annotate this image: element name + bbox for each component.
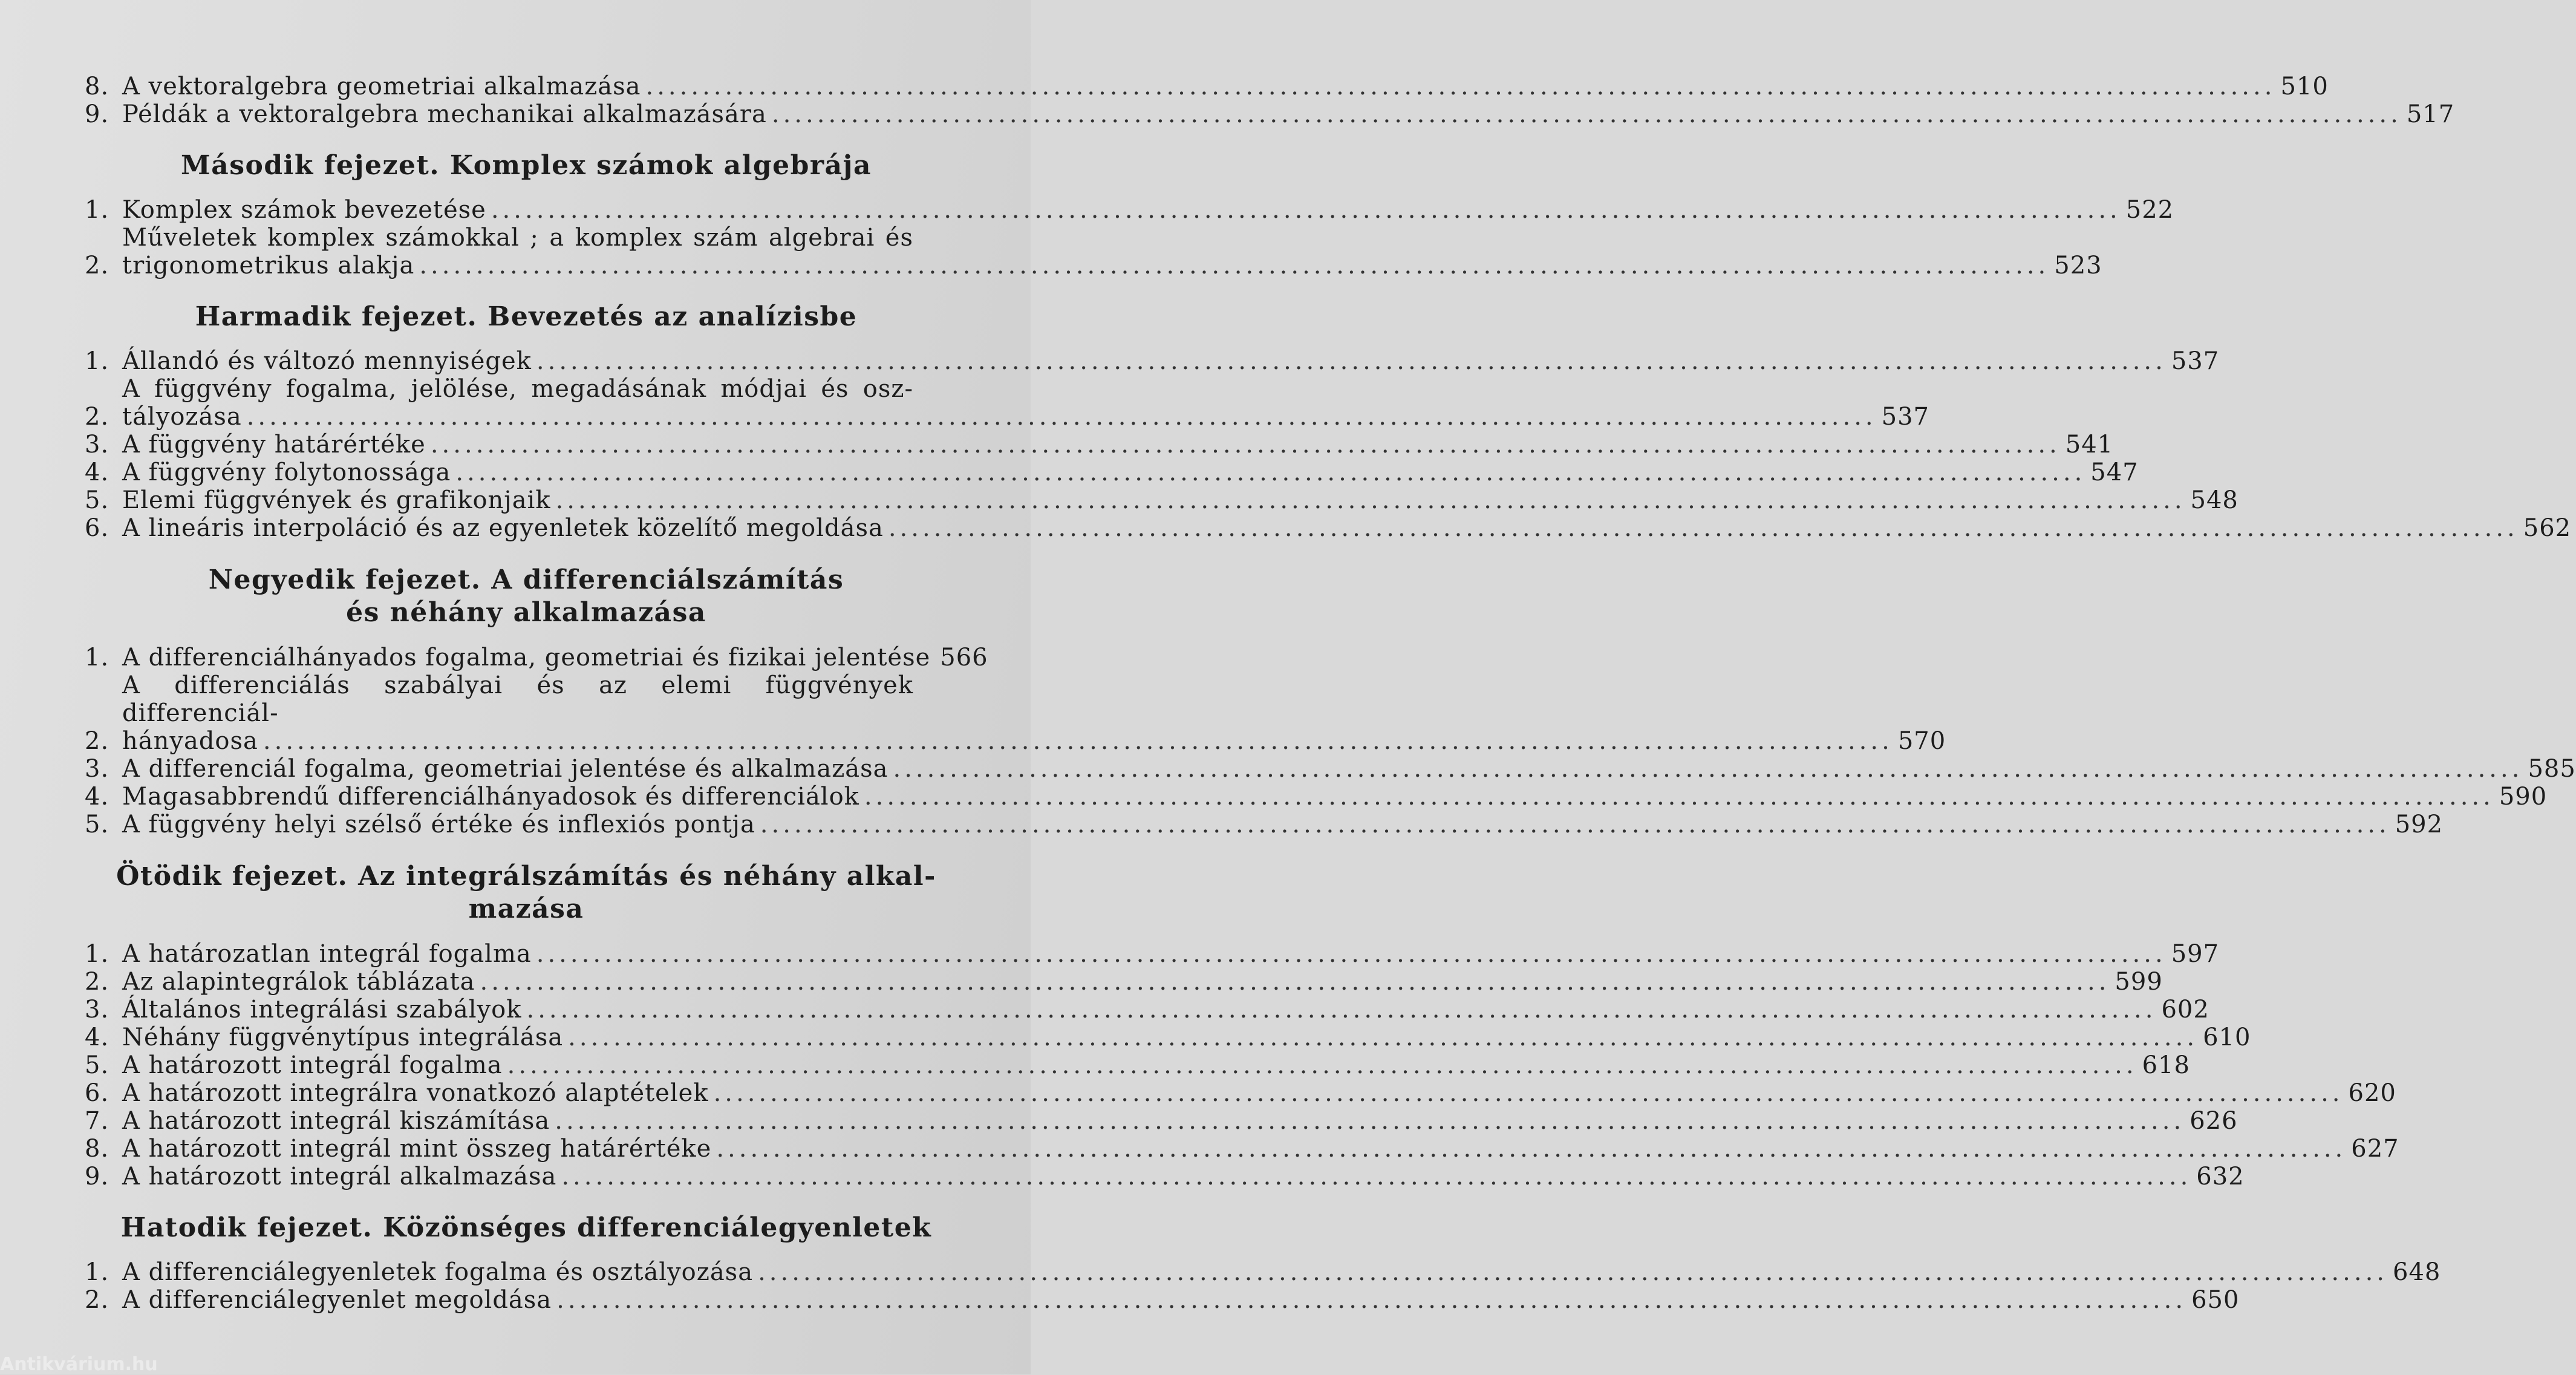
entry-title: A differenciálás szabályai és az elemi függvények differenciál-	[122, 671, 913, 727]
dot-leader: ................................................................................................................................................	[888, 514, 2519, 542]
table-of-contents	[85, 73, 2576, 1314]
entry-number: 1.	[85, 644, 109, 671]
watermark: Antikvárium.hu	[0, 1354, 158, 1375]
chapter-heading-line: Harmadik fejezet. Bevezetés az analízisbe	[195, 301, 858, 332]
entry-title: A vektoralgebra geometriai alkalmazása	[122, 73, 641, 100]
entry-number: 2.	[85, 968, 109, 996]
entry-title: Általános integrálási szabályok	[122, 996, 522, 1024]
entry-page-number: 562	[2523, 514, 2572, 542]
entry-title: A differenciál fogalma, geometriai jelentése és alkalmazása	[122, 755, 889, 783]
toc-entry	[85, 224, 2102, 279]
chapter-heading-line: Második fejezet. Komplex számok algebrája	[181, 150, 872, 181]
entry-title: A határozott integrál kiszámítása	[122, 1107, 550, 1135]
dot-leader: ................................................................................................................................................	[713, 1079, 2344, 1107]
dot-leader: ................................................................................................................................................	[536, 940, 2167, 968]
toc-entry	[85, 486, 2239, 514]
entry-number: 5.	[85, 811, 109, 838]
chapter-heading	[85, 150, 968, 181]
entry-number: 1.	[85, 940, 109, 968]
entry-page-number: 627	[2351, 1135, 2399, 1163]
entry-title: Magasabbrendű differenciálhányadosok és differenciálok	[122, 783, 859, 811]
entry-number: 1.	[85, 1258, 109, 1286]
dot-leader: ................................................................................................................................................	[262, 727, 1893, 755]
chapter-heading	[85, 1212, 968, 1244]
toc-entry	[85, 1286, 2240, 1314]
dot-leader: ................................................................................................................................................	[645, 73, 2276, 100]
entry-title: A határozott integrál mint összeg határértéke	[122, 1135, 712, 1163]
toc-entry	[85, 940, 2220, 968]
entry-number: 5.	[85, 486, 109, 514]
entry-number: 2.	[85, 252, 109, 279]
chapter-heading	[85, 564, 968, 629]
entry-title: A függvény helyi szélső értéke és inflexiós pontja	[122, 811, 755, 838]
toc-entry	[85, 73, 2329, 100]
toc-entry	[85, 996, 2209, 1024]
entry-number: 4.	[85, 1024, 109, 1051]
entry-number: 7.	[85, 1107, 109, 1135]
toc-entry	[85, 431, 2114, 459]
toc-entry	[85, 514, 2572, 542]
dot-leader: ................................................................................................................................................	[758, 1258, 2388, 1286]
toc-entry	[85, 671, 1946, 755]
entry-number: 1.	[85, 196, 109, 224]
dot-leader: ................................................................................................................................................	[568, 1024, 2199, 1051]
chapter-heading	[85, 301, 968, 333]
entry-number: 2.	[85, 403, 109, 431]
toc-entry	[85, 100, 2455, 128]
entry-title: hányadosa	[122, 727, 258, 755]
dot-leader: ................................................................................................................................................	[716, 1135, 2347, 1163]
entry-title: A határozott integrál alkalmazása	[122, 1163, 557, 1190]
entry-number: 2.	[85, 727, 109, 755]
entry-number: 3.	[85, 755, 109, 783]
toc-entry	[85, 644, 988, 671]
entry-page-number: 541	[2065, 431, 2114, 459]
dot-leader: ................................................................................................................................................	[507, 1051, 2137, 1079]
entry-page-number: 537	[2171, 347, 2220, 375]
toc-entry	[85, 1163, 2245, 1190]
entry-title: Komplex számok bevezetése	[122, 196, 486, 224]
entry-title: Az alapintegrálok táblázata	[122, 968, 475, 996]
entry-number: 1.	[85, 347, 109, 375]
toc-entry	[85, 1079, 2396, 1107]
entry-number: 4.	[85, 783, 109, 811]
entry-title: Állandó és változó mennyiségek	[122, 347, 532, 375]
entry-title: A függvény folytonossága	[122, 459, 451, 486]
dot-leader: ................................................................................................................................................	[555, 486, 2186, 514]
toc-entry	[85, 347, 2220, 375]
entry-title: trigonometrikus alakja	[122, 252, 415, 279]
entry-page-number: 517	[2406, 100, 2455, 128]
chapter-heading-line: mazása	[468, 893, 584, 924]
dot-leader: ................................................................................................................................................	[893, 755, 2523, 783]
entry-page-number: 548	[2190, 486, 2239, 514]
dot-leader: ................................................................................................................................................	[246, 403, 1877, 431]
entry-number: 9.	[85, 1163, 109, 1190]
entry-page-number: 537	[1881, 403, 1929, 431]
entry-title: Néhány függvénytípus integrálása	[122, 1024, 564, 1051]
entry-page-number: 602	[2161, 996, 2209, 1024]
chapter-heading-line: és néhány alkalmazása	[346, 597, 706, 628]
toc-entry	[85, 1258, 2441, 1286]
dot-leader: ................................................................................................................................................	[771, 100, 2402, 128]
entry-title: A differenciálegyenletek fogalma és osztályozása	[122, 1258, 754, 1286]
toc-entry	[85, 196, 2174, 224]
entry-page-number: 566	[940, 644, 988, 671]
entry-number: 5.	[85, 1051, 109, 1079]
entry-page-number: 626	[2190, 1107, 2238, 1135]
dot-leader: ................................................................................................................................................	[760, 811, 2390, 838]
dot-leader: ................................................................................................................................................	[561, 1163, 2192, 1190]
entry-page-number: 650	[2191, 1286, 2240, 1314]
entry-number: 8.	[85, 73, 109, 100]
toc-entry	[85, 1024, 2251, 1051]
entry-title: A határozatlan integrál fogalma	[122, 940, 532, 968]
chapter-heading-line: Negyedik fejezet. A differenciálszámítás	[208, 564, 844, 595]
toc-entry	[85, 459, 2139, 486]
dot-leader: ................................................................................................................................................	[480, 968, 2110, 996]
entry-number: 3.	[85, 996, 109, 1024]
dot-leader: ................................................................................................................................................	[556, 1286, 2187, 1314]
entry-page-number: 523	[2054, 252, 2102, 279]
entry-number: 9.	[85, 100, 109, 128]
toc-entry	[85, 1135, 2399, 1163]
toc-entry	[85, 375, 1929, 431]
entry-number: 3.	[85, 431, 109, 459]
entry-number: 6.	[85, 514, 109, 542]
entry-number: 2.	[85, 1286, 109, 1314]
entry-title: Példák a vektoralgebra mechanikai alkalmazására	[122, 100, 767, 128]
chapter-heading	[85, 860, 968, 926]
toc-entry	[85, 1051, 2190, 1079]
entry-page-number: 632	[2196, 1163, 2245, 1190]
entry-title: A lineáris interpoláció és az egyenletek közelítő megoldása	[122, 514, 884, 542]
entry-page-number: 547	[2090, 459, 2139, 486]
dot-leader: ................................................................................................................................................	[536, 347, 2167, 375]
entry-number: 8.	[85, 1135, 109, 1163]
entry-page-number: 610	[2203, 1024, 2251, 1051]
chapter-heading-line: Hatodik fejezet. Közönséges differenciálegyenletek	[120, 1212, 932, 1243]
chapter-heading-line: Ötödik fejezet. Az integrálszámítás és néhány alkal-	[116, 861, 936, 892]
dot-leader: ................................................................................................................................................	[430, 431, 2061, 459]
entry-title: A függvény határértéke	[122, 431, 426, 459]
entry-page-number: 585	[2528, 755, 2576, 783]
toc-entry	[85, 811, 2444, 838]
dot-leader: ................................................................................................................................................	[455, 459, 2086, 486]
entry-page-number: 599	[2115, 968, 2163, 996]
entry-title: tályozása	[122, 403, 242, 431]
dot-leader: ................................................................................................................................................	[864, 783, 2494, 811]
entry-number: 6.	[85, 1079, 109, 1107]
entry-page-number: 620	[2348, 1079, 2396, 1107]
entry-title: A differenciálhányados fogalma, geometriai és fizikai jelentése	[122, 644, 931, 671]
dot-leader: ................................................................................................................................................	[555, 1107, 2185, 1135]
dot-leader: ................................................................................................................................................	[419, 252, 2050, 279]
entry-page-number: 592	[2395, 811, 2444, 838]
entry-page-number: 510	[2280, 73, 2329, 100]
entry-number: 4.	[85, 459, 109, 486]
dot-leader: ................................................................................................................................................	[526, 996, 2157, 1024]
entry-page-number: 618	[2142, 1051, 2190, 1079]
entry-title: A függvény fogalma, jelölése, megadásának módjai és osz-	[122, 375, 913, 403]
entry-title: Műveletek komplex számokkal ; a komplex szám algebrai és	[122, 224, 913, 252]
entry-page-number: 590	[2499, 783, 2548, 811]
entry-page-number: 570	[1897, 727, 1946, 755]
entry-title: A határozott integrálra vonatkozó alaptételek	[122, 1079, 709, 1107]
entry-page-number: 648	[2393, 1258, 2441, 1286]
dot-leader: ................................................................................................................................................	[491, 196, 2121, 224]
entry-title: A határozott integrál fogalma	[122, 1051, 503, 1079]
toc-entry	[85, 968, 2163, 996]
entry-title: Elemi függvények és grafikonjaik	[122, 486, 551, 514]
entry-page-number: 597	[2171, 940, 2220, 968]
toc-entry	[85, 755, 2576, 783]
entry-page-number: 522	[2125, 196, 2174, 224]
toc-entry	[85, 783, 2548, 811]
entry-title: A differenciálegyenlet megoldása	[122, 1286, 552, 1314]
toc-entry	[85, 1107, 2238, 1135]
